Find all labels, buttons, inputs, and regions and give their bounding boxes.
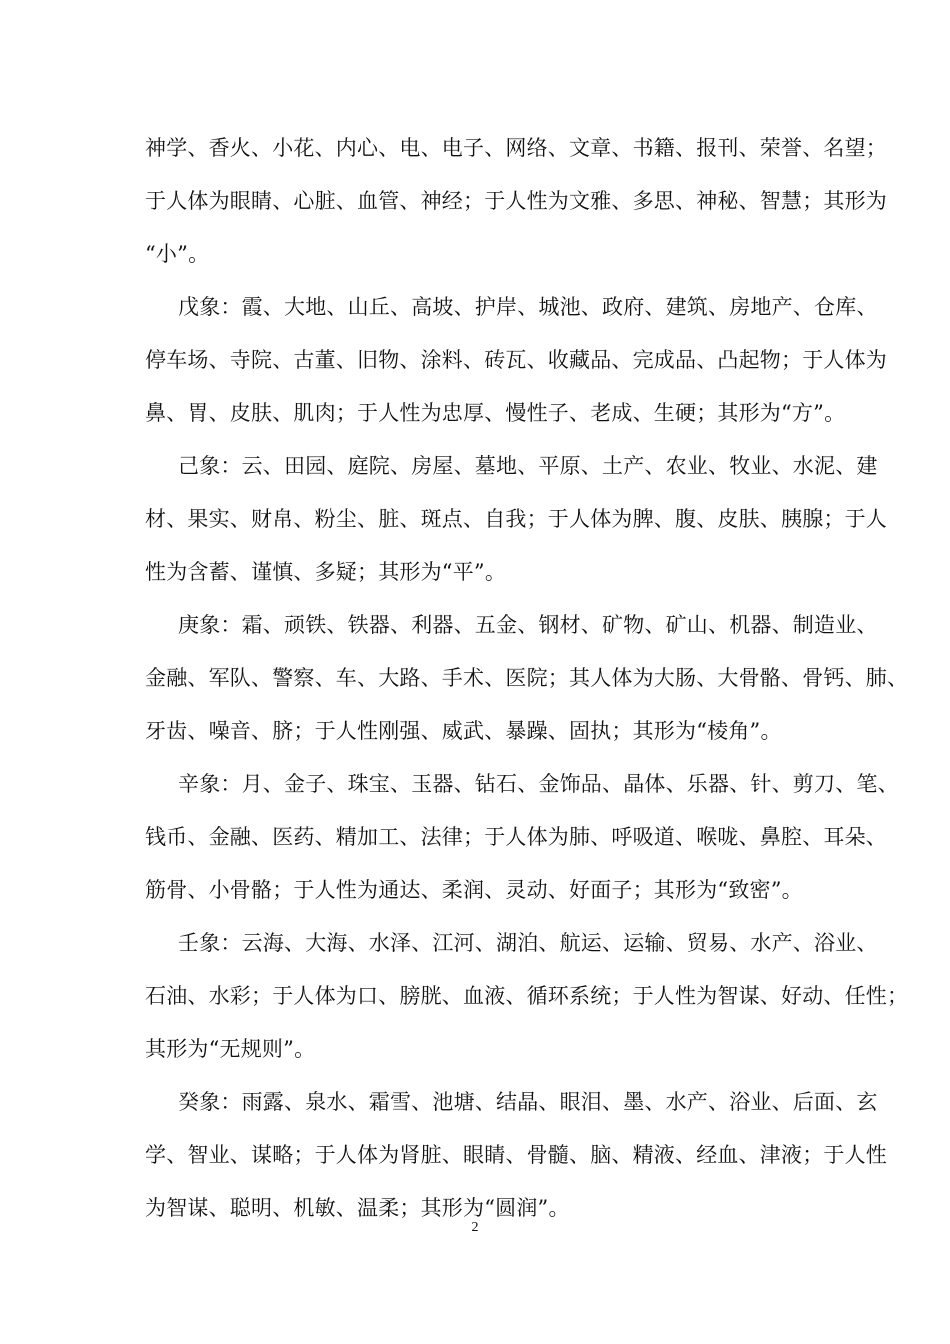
text-line: “小”。 [145, 242, 210, 266]
text-line: 筋骨、小骨骼；于人性为通达、柔润、灵动、好面子；其形为“致密”。 [145, 878, 803, 902]
paragraph-ji-start: 己象：云、田园、庭院、房屋、墓地、平原、土产、农业、牧业、水泥、建 [178, 454, 878, 478]
text-line: 石油、水彩；于人体为口、膀胱、血液、循环系统；于人性为智谋、好动、任性； [145, 984, 909, 1008]
text-line: 牙齿、噪音、脐；于人性刚强、威武、暴躁、固执；其形为“棱角”。 [145, 719, 782, 743]
paragraph-xin-start: 辛象：月、金子、珠宝、玉器、钻石、金饰品、晶体、乐器、针、剪刀、笔、 [178, 772, 899, 796]
paragraph-gui-start: 癸象：雨露、泉水、霜雪、池塘、结晶、眼泪、墨、水产、浴业、后面、玄 [178, 1090, 878, 1114]
text-line: 为智谋、聪明、机敏、温柔；其形为“圆润”。 [145, 1196, 570, 1220]
text-line: 停车场、寺院、古董、旧物、涂料、砖瓦、收藏品、完成品、凸起物；于人体为 [145, 348, 887, 372]
text-line: 神学、香火、小花、内心、电、电子、网络、文章、书籍、报刊、荣誉、名望； [145, 136, 887, 160]
text-line: 钱币、金融、医药、精加工、法律；于人体为肺、呼吸道、喉咙、鼻腔、耳朵、 [145, 825, 887, 849]
text-line: 性为含蓄、谨慎、多疑；其形为“平”。 [145, 560, 507, 584]
text-line: 材、果实、财帛、粉尘、脏、斑点、自我；于人体为脾、腹、皮肤、胰腺；于人 [145, 507, 887, 531]
paragraph-ren-start: 壬象：云海、大海、水泽、江河、湖泊、航运、运输、贸易、水产、浴业、 [178, 931, 878, 955]
text-line: 金融、军队、警察、车、大路、手术、医院；其人体为大肠、大骨骼、骨钙、肺、 [145, 666, 909, 690]
text-line: 鼻、胃、皮肤、肌肉；于人性为忠厚、慢性子、老成、生硬；其形为“方”。 [145, 401, 846, 425]
text-line: 于人体为眼睛、心脏、血管、神经；于人性为文雅、多思、神秘、智慧；其形为 [145, 189, 887, 213]
page-number: 2 [471, 1220, 479, 1235]
text-line: 学、智业、谋略；于人体为肾脏、眼睛、骨髓、脑、精液、经血、津液；于人性 [145, 1143, 887, 1167]
text-line: 其形为“无规则”。 [145, 1037, 316, 1061]
paragraph-wu-start: 戊象：霞、大地、山丘、高坡、护岸、城池、政府、建筑、房地产、仓库、 [178, 295, 878, 319]
paragraph-geng-start: 庚象：霜、顽铁、铁器、利器、五金、钢材、矿物、矿山、机器、制造业、 [178, 613, 878, 637]
